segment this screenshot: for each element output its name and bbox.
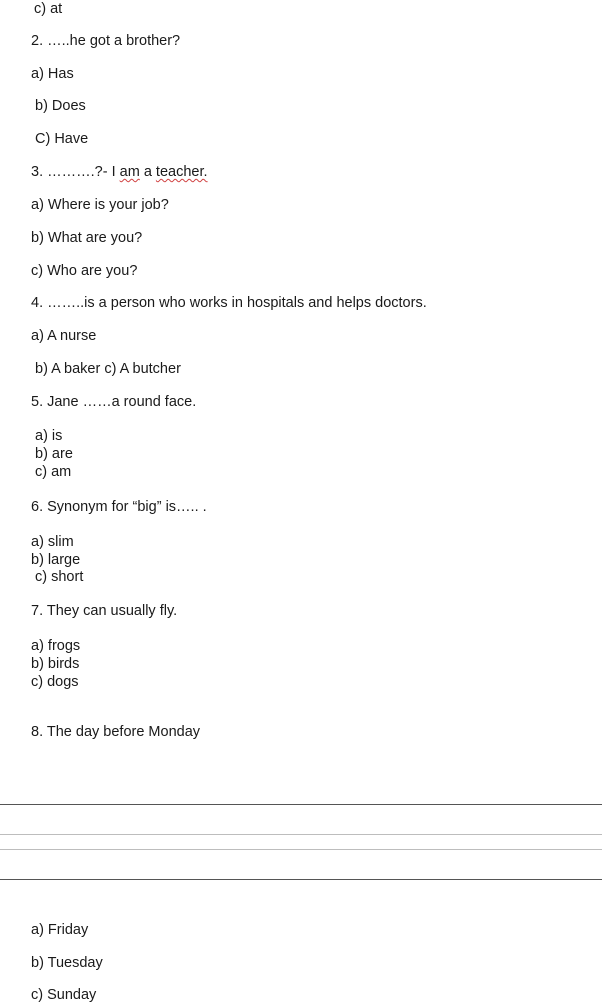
q2-question: 2. …..he got a brother? — [31, 33, 181, 49]
q4-option-bc: b) A baker c) A butcher — [35, 361, 181, 377]
q7-option-b: b) birds — [31, 656, 80, 672]
q6-option-a: a) slim — [31, 534, 74, 550]
q5-option-c: c) am — [35, 464, 72, 480]
q6-option-b: b) large — [31, 552, 81, 568]
q5-question: 5. Jane ……a round face. — [31, 394, 197, 410]
q3-question-word-teacher: teacher. — [155, 164, 208, 180]
q6-question: 6. Synonym for “big” is….. . — [31, 499, 207, 515]
q3-question-word-am: am — [119, 164, 140, 180]
q2-option-c: C) Have — [35, 131, 89, 147]
q5-option-a: a) is — [35, 428, 63, 444]
q3-option-b: b) What are you? — [31, 230, 143, 246]
divider-line — [0, 804, 602, 805]
divider-line — [0, 849, 602, 850]
q3-question-mid: a — [139, 164, 156, 180]
q8-question: 8. The day before Monday — [31, 724, 201, 740]
divider-line — [0, 879, 602, 880]
q2-option-b: b) Does — [35, 98, 86, 114]
q7-option-c: c) dogs — [31, 674, 79, 690]
q4-option-a: a) A nurse — [31, 328, 97, 344]
q6-option-c: c) short — [35, 569, 84, 585]
q3-question-prefix: 3. ……….?- I — [31, 164, 120, 180]
q8-option-b: b) Tuesday — [31, 955, 103, 971]
divider-line — [0, 834, 602, 835]
q1-option-c: c) at — [34, 1, 63, 17]
q8-option-c: c) Sunday — [31, 987, 97, 1003]
q7-option-a: a) frogs — [31, 638, 81, 654]
q2-option-a: a) Has — [31, 66, 74, 82]
q4-question: 4. ……..is a person who works in hospitals and helps doctors. — [31, 295, 427, 311]
q3-option-a: a) Where is your job? — [31, 197, 169, 213]
q8-option-a: a) Friday — [31, 922, 89, 938]
q7-question: 7. They can usually fly. — [31, 603, 178, 619]
q3-question — [31, 163, 208, 181]
q3-option-c: c) Who are you? — [31, 263, 138, 279]
q5-option-b: b) are — [35, 446, 73, 462]
